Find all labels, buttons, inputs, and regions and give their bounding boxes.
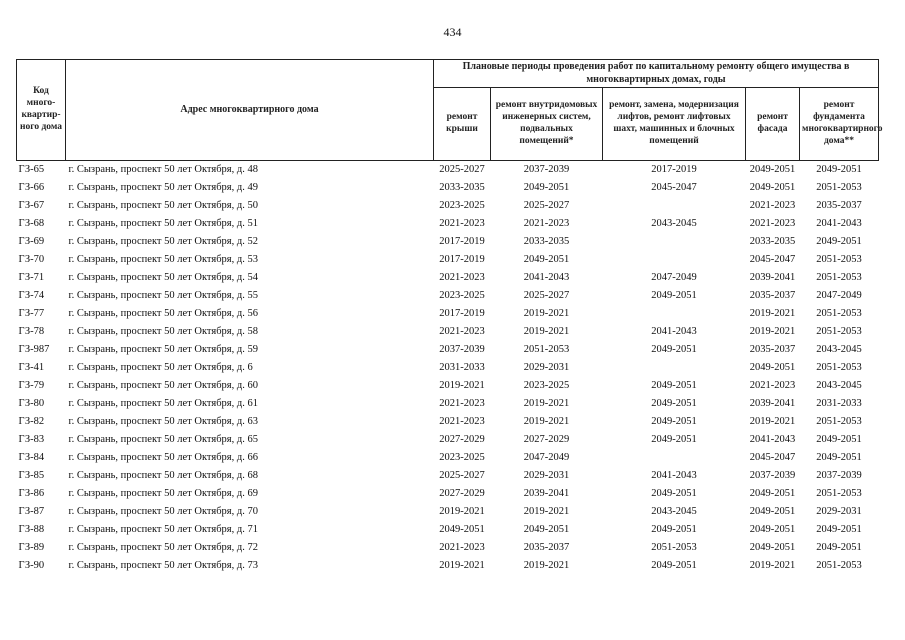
cell-systems: 2051-2053: [523, 344, 570, 355]
cell-facade: 2037-2039: [749, 470, 796, 481]
cell-address: г. Сызрань, проспект 50 лет Октября, д. 55: [68, 290, 258, 301]
cell-systems: 2019-2021: [523, 416, 570, 427]
cell-code: ГЗ-83: [18, 434, 45, 445]
header-roof: ремонт крыши: [434, 88, 491, 161]
cell-facade: 2035-2037: [749, 290, 796, 301]
cell-roof: 2027-2029: [439, 434, 485, 445]
table-row: [17, 359, 879, 377]
cell-code: ГЗ-80: [18, 398, 45, 409]
cell-address: г. Сызрань, проспект 50 лет Октября, д. 68: [68, 470, 258, 481]
cell-roof: 2023-2025: [439, 200, 485, 211]
cell-facade: 2021-2023: [749, 380, 796, 391]
cell-code: ГЗ-86: [18, 488, 45, 499]
cell-roof: 2019-2021: [439, 506, 485, 517]
cell-facade: 2035-2037: [749, 344, 796, 355]
table-header: [17, 60, 883, 161]
cell-systems: 2029-2031: [523, 362, 570, 373]
cell-systems: 2049-2051: [523, 524, 570, 535]
cell-facade: 2041-2043: [749, 434, 796, 445]
cell-facade: 2049-2051: [749, 542, 796, 553]
cell-lifts: [603, 449, 746, 467]
cell-lifts: 2049-2051: [651, 560, 697, 571]
cell-address: г. Сызрань, проспект 50 лет Октября, д. 70: [68, 506, 258, 517]
cell-address: г. Сызрань, проспект 50 лет Октября, д. 6: [68, 362, 253, 373]
cell-lifts: 2049-2051: [651, 290, 697, 301]
cell-roof: 2021-2023: [439, 218, 485, 229]
cell-lifts: [603, 197, 746, 215]
cell-roof: 2021-2023: [439, 416, 485, 427]
cell-lifts: 2049-2051: [651, 434, 697, 445]
cell-lifts: 2051-2053: [651, 542, 697, 553]
cell-code: ГЗ-41: [18, 362, 45, 373]
cell-code: ГЗ-67: [18, 200, 45, 211]
table-row: [17, 377, 879, 395]
cell-lifts: [603, 359, 746, 377]
cell-lifts: 2049-2051: [651, 398, 697, 409]
cell-roof: 2027-2029: [439, 488, 485, 499]
cell-foundation: 2049-2051: [816, 434, 862, 445]
cell-code: ГЗ-82: [18, 416, 45, 427]
capital-repair-table: [16, 59, 883, 575]
cell-systems: 2027-2029: [523, 434, 570, 445]
cell-roof: 2019-2021: [439, 380, 485, 391]
cell-code: ГЗ-88: [18, 524, 45, 535]
cell-lifts: [603, 305, 746, 323]
cell-address: г. Сызрань, проспект 50 лет Октября, д. 61: [68, 398, 258, 409]
table-row: [17, 557, 879, 575]
header-lifts: ремонт, замена, модернизация лифтов, ремонт лифтовых шахт, машинных и блочных помещений: [603, 88, 746, 161]
cell-systems: 2021-2023: [523, 218, 570, 229]
cell-systems: 2035-2037: [523, 542, 570, 553]
table-row: [17, 485, 879, 503]
cell-systems: 2025-2027: [523, 290, 570, 301]
cell-roof: 2033-2035: [439, 182, 485, 193]
cell-facade: 2049-2051: [749, 506, 796, 517]
cell-address: г. Сызрань, проспект 50 лет Октября, д. 51: [68, 218, 258, 229]
cell-address: г. Сызрань, проспект 50 лет Октября, д. 73: [68, 560, 258, 571]
header-systems: ремонт внутридомовых инженерных систем, подвальных помещений*: [491, 88, 603, 161]
table-row: [17, 215, 879, 233]
cell-facade: 2033-2035: [749, 236, 796, 247]
cell-foundation: 2051-2053: [816, 362, 862, 373]
cell-roof: 2021-2023: [439, 542, 485, 553]
cell-roof: 2021-2023: [439, 326, 485, 337]
table-row: [17, 449, 879, 467]
cell-facade: 2039-2041: [749, 272, 796, 283]
header-facade: ремонт фасада: [746, 88, 800, 161]
cell-facade: 2021-2023: [749, 218, 796, 229]
cell-address: г. Сызрань, проспект 50 лет Октября, д. 63: [68, 416, 258, 427]
cell-foundation: 2035-2037: [816, 200, 862, 211]
cell-systems: 2019-2021: [523, 560, 570, 571]
cell-address: г. Сызрань, проспект 50 лет Октября, д. 58: [68, 326, 258, 337]
cell-code: ГЗ-89: [18, 542, 45, 553]
cell-address: г. Сызрань, проспект 50 лет Октября, д. 56: [68, 308, 258, 319]
cell-roof: 2023-2025: [439, 452, 485, 463]
cell-code: ГЗ-79: [18, 380, 45, 391]
cell-systems: 2019-2021: [523, 398, 570, 409]
cell-lifts: 2043-2045: [651, 218, 697, 229]
cell-address: г. Сызрань, проспект 50 лет Октября, д. 54: [68, 272, 258, 283]
cell-address: г. Сызрань, проспект 50 лет Октября, д. 49: [68, 182, 258, 193]
cell-roof: 2025-2027: [439, 470, 485, 481]
cell-facade: 2045-2047: [749, 254, 796, 265]
cell-foundation: 2051-2053: [816, 488, 862, 499]
cell-roof: 2049-2051: [439, 524, 485, 535]
table-row: [17, 233, 879, 251]
cell-facade: 2049-2051: [749, 488, 796, 499]
cell-code: ГЗ-71: [18, 272, 45, 283]
cell-systems: 2037-2039: [523, 164, 570, 175]
table-row: [17, 341, 879, 359]
cell-roof: 2019-2021: [439, 560, 485, 571]
cell-address: г. Сызрань, проспект 50 лет Октября, д. 50: [68, 200, 258, 211]
cell-code: ГЗ-65: [18, 164, 45, 175]
cell-code: ГЗ-70: [18, 254, 45, 265]
table-row: [17, 431, 879, 449]
cell-foundation: 2029-2031: [816, 506, 862, 517]
cell-systems: 2019-2021: [523, 326, 570, 337]
table-row: [17, 503, 879, 521]
table-row: [17, 395, 879, 413]
cell-roof: 2023-2025: [439, 290, 485, 301]
cell-systems: 2033-2035: [523, 236, 570, 247]
cell-lifts: 2045-2047: [651, 182, 697, 193]
cell-code: ГЗ-84: [18, 452, 45, 463]
cell-code: ГЗ-90: [18, 560, 45, 571]
cell-foundation: 2043-2045: [816, 380, 862, 391]
cell-roof: 2021-2023: [439, 398, 485, 409]
cell-address: г. Сызрань, проспект 50 лет Октября, д. 69: [68, 488, 258, 499]
cell-foundation: 2049-2051: [816, 524, 862, 535]
cell-facade: 2019-2021: [749, 326, 796, 337]
cell-code: ГЗ-87: [18, 506, 45, 517]
cell-systems: 2041-2043: [523, 272, 570, 283]
cell-code: ГЗ-77: [18, 308, 45, 319]
header-foundation: ремонт фундамента многоквартирного дома**: [800, 88, 879, 161]
cell-lifts: 2049-2051: [651, 524, 697, 535]
cell-foundation: 2051-2053: [816, 254, 862, 265]
cell-facade: 2049-2051: [749, 182, 796, 193]
cell-roof: 2017-2019: [439, 254, 485, 265]
cell-lifts: 2043-2045: [651, 506, 697, 517]
table-row: [17, 179, 879, 197]
cell-foundation: 2051-2053: [816, 182, 862, 193]
cell-systems: 2039-2041: [523, 488, 570, 499]
cell-lifts: 2047-2049: [651, 272, 697, 283]
cell-address: г. Сызрань, проспект 50 лет Октября, д. 52: [68, 236, 258, 247]
cell-lifts: 2049-2051: [651, 380, 697, 391]
table-row: [17, 467, 879, 485]
table-row: [17, 251, 879, 269]
cell-foundation: 2051-2053: [816, 326, 862, 337]
cell-facade: 2019-2021: [749, 308, 796, 319]
cell-address: г. Сызрань, проспект 50 лет Октября, д. 66: [68, 452, 258, 463]
cell-lifts: 2049-2051: [651, 344, 697, 355]
cell-lifts: 2041-2043: [651, 470, 697, 481]
cell-code: ГЗ-66: [18, 182, 45, 193]
cell-code: ГЗ-69: [18, 236, 45, 247]
cell-roof: 2017-2019: [439, 308, 485, 319]
header-periods-group: Плановые периоды проведения работ по капитальному ремонту общего имущества в многоквартирных домах, годы: [434, 60, 879, 88]
cell-systems: 2049-2051: [523, 182, 570, 193]
cell-address: г. Сызрань, проспект 50 лет Октября, д. 72: [68, 542, 258, 553]
cell-lifts: [603, 251, 746, 269]
table-row: [17, 521, 879, 539]
cell-facade: 2021-2023: [749, 200, 796, 211]
cell-roof: 2037-2039: [439, 344, 485, 355]
cell-foundation: 2043-2045: [816, 344, 862, 355]
table-row: [17, 287, 879, 305]
cell-foundation: 2049-2051: [816, 542, 862, 553]
cell-facade: 2019-2021: [749, 416, 796, 427]
table-row: [17, 269, 879, 287]
table-row: [17, 323, 879, 341]
cell-facade: 2049-2051: [749, 164, 796, 175]
cell-address: г. Сызрань, проспект 50 лет Октября, д. 60: [68, 380, 258, 391]
cell-address: г. Сызрань, проспект 50 лет Октября, д. 48: [68, 164, 258, 175]
cell-code: ГЗ-85: [18, 470, 45, 481]
cell-foundation: 2041-2043: [816, 218, 862, 229]
cell-systems: 2047-2049: [523, 452, 570, 463]
cell-lifts: 2017-2019: [651, 164, 697, 175]
cell-roof: 2031-2033: [439, 362, 485, 373]
cell-foundation: 2049-2051: [816, 236, 862, 247]
cell-facade: 2049-2051: [749, 524, 796, 535]
cell-code: ГЗ-987: [18, 344, 50, 355]
header-code: Код много-квартир-ного дома: [17, 60, 66, 161]
cell-facade: 2019-2021: [749, 560, 796, 571]
cell-foundation: 2051-2053: [816, 272, 862, 283]
cell-foundation: 2037-2039: [816, 470, 862, 481]
cell-code: ГЗ-74: [18, 290, 45, 301]
cell-code: ГЗ-68: [18, 218, 45, 229]
cell-foundation: 2049-2051: [816, 452, 862, 463]
table-row: [17, 197, 879, 215]
table-body: [17, 161, 879, 576]
cell-foundation: 2031-2033: [816, 398, 862, 409]
table-row: [17, 539, 879, 557]
cell-roof: 2021-2023: [439, 272, 485, 283]
cell-lifts: [603, 233, 746, 251]
cell-address: г. Сызрань, проспект 50 лет Октября, д. 71: [68, 524, 258, 535]
cell-systems: 2019-2021: [523, 506, 570, 517]
cell-address: г. Сызрань, проспект 50 лет Октября, д. 65: [68, 434, 258, 445]
cell-foundation: 2051-2053: [816, 416, 862, 427]
cell-lifts: 2041-2043: [651, 326, 697, 337]
cell-foundation: 2051-2053: [816, 560, 862, 571]
cell-foundation: 2049-2051: [816, 164, 862, 175]
cell-systems: 2025-2027: [523, 200, 570, 211]
cell-roof: 2025-2027: [439, 164, 485, 175]
table-row: [17, 413, 879, 431]
cell-address: г. Сызрань, проспект 50 лет Октября, д. 59: [68, 344, 258, 355]
cell-code: ГЗ-78: [18, 326, 45, 337]
cell-foundation: 2047-2049: [816, 290, 862, 301]
cell-foundation: 2051-2053: [816, 308, 862, 319]
cell-address: г. Сызрань, проспект 50 лет Октября, д. 53: [68, 254, 258, 265]
cell-facade: 2039-2041: [749, 398, 796, 409]
header-address: Адрес многоквартирного дома: [66, 60, 434, 161]
table-row: [17, 305, 879, 323]
cell-facade: 2049-2051: [749, 362, 796, 373]
table-row: [17, 161, 879, 180]
cell-lifts: 2049-2051: [651, 488, 697, 499]
page-number: 434: [443, 25, 462, 39]
cell-systems: 2023-2025: [523, 380, 570, 391]
cell-facade: 2045-2047: [749, 452, 796, 463]
cell-roof: 2017-2019: [439, 236, 485, 247]
cell-systems: 2019-2021: [523, 308, 570, 319]
cell-systems: 2029-2031: [523, 470, 570, 481]
cell-systems: 2049-2051: [523, 254, 570, 265]
cell-lifts: 2049-2051: [651, 416, 697, 427]
